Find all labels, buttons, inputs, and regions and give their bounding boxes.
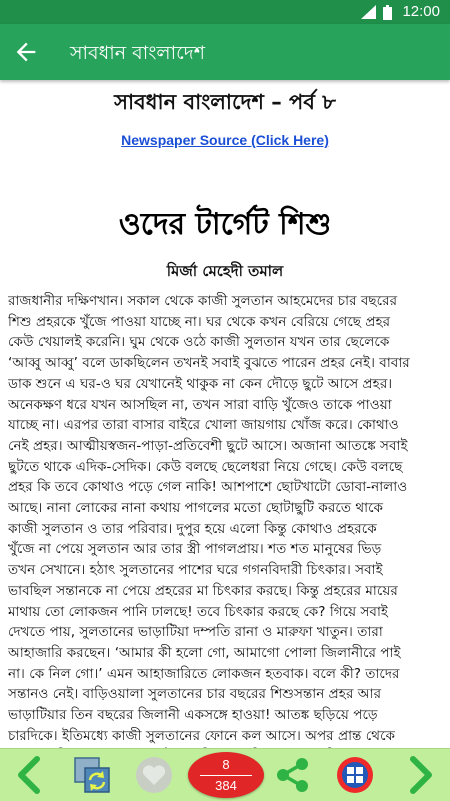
body-line: সন্তানও নেই। বাড়িওয়ালা সুলতানের চার বছরের শিশুসন্তান প্রহর আর — [8, 686, 382, 703]
body-line: চারদিকে। ইতিমধ্যে কাজী সুলতানের ফোনে কল আসে। অপর প্রান্ত থেকে — [8, 727, 396, 744]
status-time: 12:00 — [402, 3, 440, 20]
body-line: খুঁজে না পেয়ে সুলতান আর তার স্ত্রী পাগলপ্রায়। শত শত মানুষের ভিড় — [8, 541, 382, 558]
heart-icon[interactable] — [134, 755, 174, 795]
current-page: 8 — [222, 757, 230, 772]
body-line: ডাক শুনে এ ঘর-ও ঘর যেখানেই থাকুক না কেন দৌড়ে ছুটে আসে প্রহর। — [8, 375, 393, 392]
total-pages: 384 — [215, 778, 237, 793]
author-name: মির্জা মেহেদী তমাল — [166, 262, 284, 280]
body-line: নেই প্রহর। আত্মীয়স্বজন-পাড়া-প্রতিবেশী ছুটে আসে। অজানা আতঙ্কে সবাই — [8, 437, 408, 454]
newspaper-source-link[interactable]: Newspaper Source (Click Here) — [121, 132, 329, 148]
bottom-toolbar — [0, 748, 450, 801]
app-bar — [0, 24, 450, 80]
article-heading: সাবধান বাংলাদেশ – পর্ব ৮ — [114, 90, 336, 114]
body-line: রাজধানীর দক্ষিণখান। সকাল থেকে কাজী সুলতান আহমেদের চার বছরের — [8, 293, 398, 309]
body-line: কাজী সুলতান ও তার পরিবার। দুপুর হয়ে এলো কিন্তু কোথাও প্রহরকে — [8, 520, 377, 537]
article-content[interactable] — [0, 80, 450, 748]
body-line: আহাজারি করছেন। ‘আমার কী হলো গো, আমাগো পোলা জিলানীরে পাই — [8, 644, 401, 661]
copy-refresh-icon[interactable] — [72, 755, 112, 795]
body-line: মাথায় তো লোকজন পানি ঢালছে! তবে চিৎকার করছে কে? গিয়ে সবাই — [8, 603, 388, 620]
app-bar-title: সাবধান বাংলাদেশ — [70, 42, 205, 64]
share-icon[interactable] — [272, 755, 312, 795]
chevron-right-icon[interactable] — [400, 755, 440, 795]
grid-menu-icon[interactable] — [335, 755, 375, 795]
body-line: কেউ খেয়ালই করেনি। ঘুম থেকে ওঠে কাজী সুলতান যখন তার ছেলেকে — [8, 334, 390, 351]
body-line: ‘আব্বু আব্বু’ বলে ডাকছিলেন তখনই সবাই বুঝতে পারেন প্রহর নেই। বাবার — [8, 355, 410, 372]
body-line: অনেকক্ষণ ধরে যখন আসছিল না, তখন সারা বাড়ি খুঁজেও তাকে পাওয়া — [8, 396, 392, 413]
body-line: আছে। নানা লোকের নানা কথায় পাগলের মতো ছোটাছুটি করতে থাকে — [8, 500, 384, 517]
body-line: দেখতে পায়, সুলতানের ভাড়াটিয়া দম্পতি রানা ও মারুফা খাতুন। তারা — [8, 624, 383, 641]
story-title: ওদের টার্গেট শিশু — [118, 207, 332, 242]
body-line: ভাড়াটিয়ার তিন বছরের জিলানী একসঙ্গে হাওয়া! আতঙ্ক ছড়িয়ে পড়ে — [8, 707, 378, 724]
counter-divider — [200, 775, 252, 776]
article-body — [8, 291, 444, 748]
battery-icon — [383, 5, 392, 20]
body-line: ছুটতে থাকে এদিক-সেদিক। কেউ বলছে ছেলেধরা নিয়ে গেছে। কেউ বলছে — [8, 458, 403, 475]
body-line: না। কে নিল গো।’ এমন আহাজারিতে লোকজন হতবাক। বলে কী? তাদের — [8, 665, 400, 682]
body-line: তখন সেখানে। হঠাৎ সুলতানের পাশের ঘরে গগনবিদারী চিৎকার। সবাই — [8, 562, 383, 579]
body-line: ভাবছিল সন্তানকে না পেয়ে প্রহরের মা চিৎকার করছে। কিন্তু প্রহরের মায়ের — [8, 582, 398, 599]
signal-icon — [361, 5, 376, 19]
chevron-left-icon[interactable] — [10, 755, 50, 795]
status-bar — [0, 0, 450, 24]
page-counter[interactable] — [188, 752, 264, 798]
body-line: যাচ্ছে না। এরপর তারা বাসার বাইরে খোলা জায়গায় খোঁজ করে। কোথাও — [8, 417, 399, 434]
body-line: শিশু প্রহরকে খুঁজে পাওয়া যাচ্ছে না। ঘর থেকে কখন বেরিয়ে গেছে প্রহর — [8, 313, 391, 330]
back-arrow-icon[interactable] — [12, 38, 40, 66]
body-line: প্রহর কি তবে কোথাও পড়ে গেল নাকি! আশপাশে ছোটখাটো ডোবা-নালাও — [8, 479, 408, 496]
